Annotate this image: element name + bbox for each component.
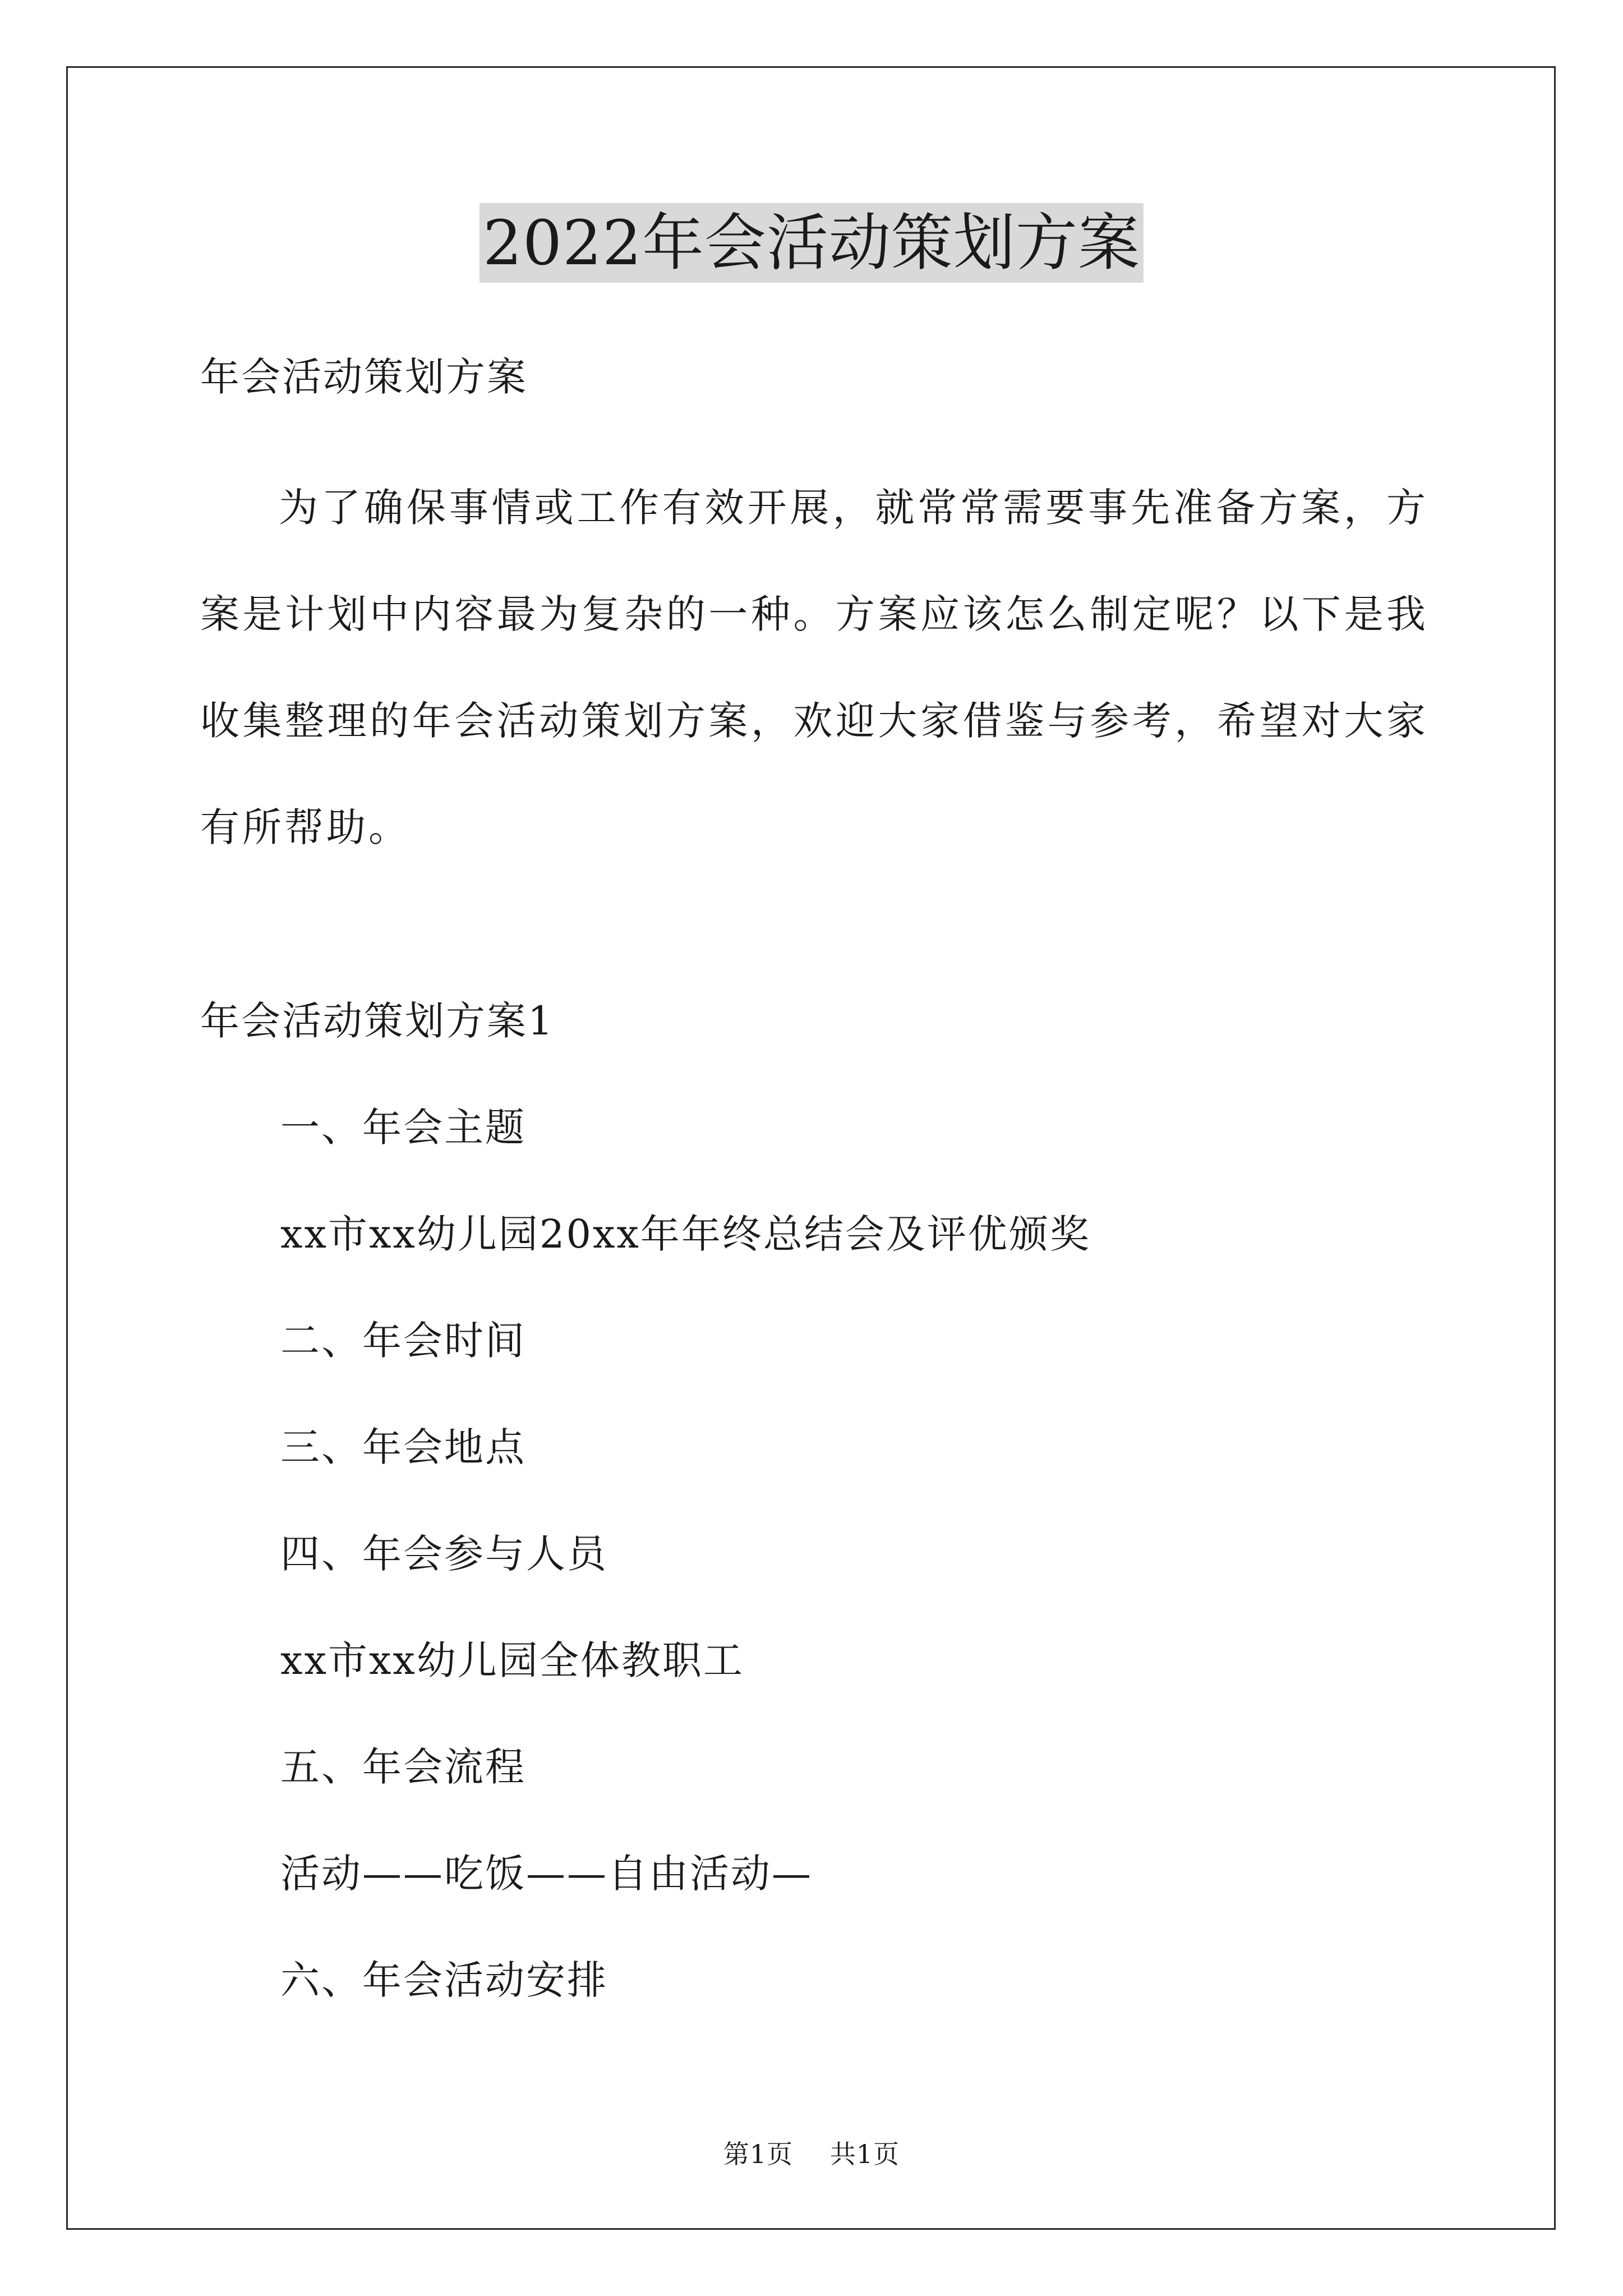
list-item: 二、年会时间 [280,1318,526,1364]
title-container [0,203,1623,283]
list-item: 四、年会参与人员 [280,1531,608,1577]
page-number: 第1页 [723,2139,794,2169]
document-title: 2022年会活动策划方案 [479,203,1144,283]
page-footer [0,2134,1623,2171]
list-item: 一、年会主题 [280,1105,526,1151]
intro-paragraph: 为了确保事情或工作有效开展，就常常需要事先准备方案，方案是计划中内容最为复杂的一种。方案应该怎么制定呢？以下是我收集整理的年会活动策划方案，欢迎大家借鉴与参考，希望对大家有所帮助。 [200,485,1428,850]
list-item: xx市xx幼儿园20xx年年终总结会及评优颁奖 [280,1211,1091,1257]
document-subtitle: 年会活动策划方案 [200,354,528,400]
list-item: 五、年会流程 [280,1744,526,1790]
list-item: 六、年会活动安排 [280,1957,608,2003]
list-item: 活动——吃饭——自由活动— [280,1851,813,1897]
list-item: xx市xx幼儿园全体教职工 [280,1637,744,1683]
page-total: 共1页 [829,2139,900,2169]
section-heading: 年会活动策划方案1 [200,998,555,1044]
list-item: 三、年会地点 [280,1424,526,1470]
